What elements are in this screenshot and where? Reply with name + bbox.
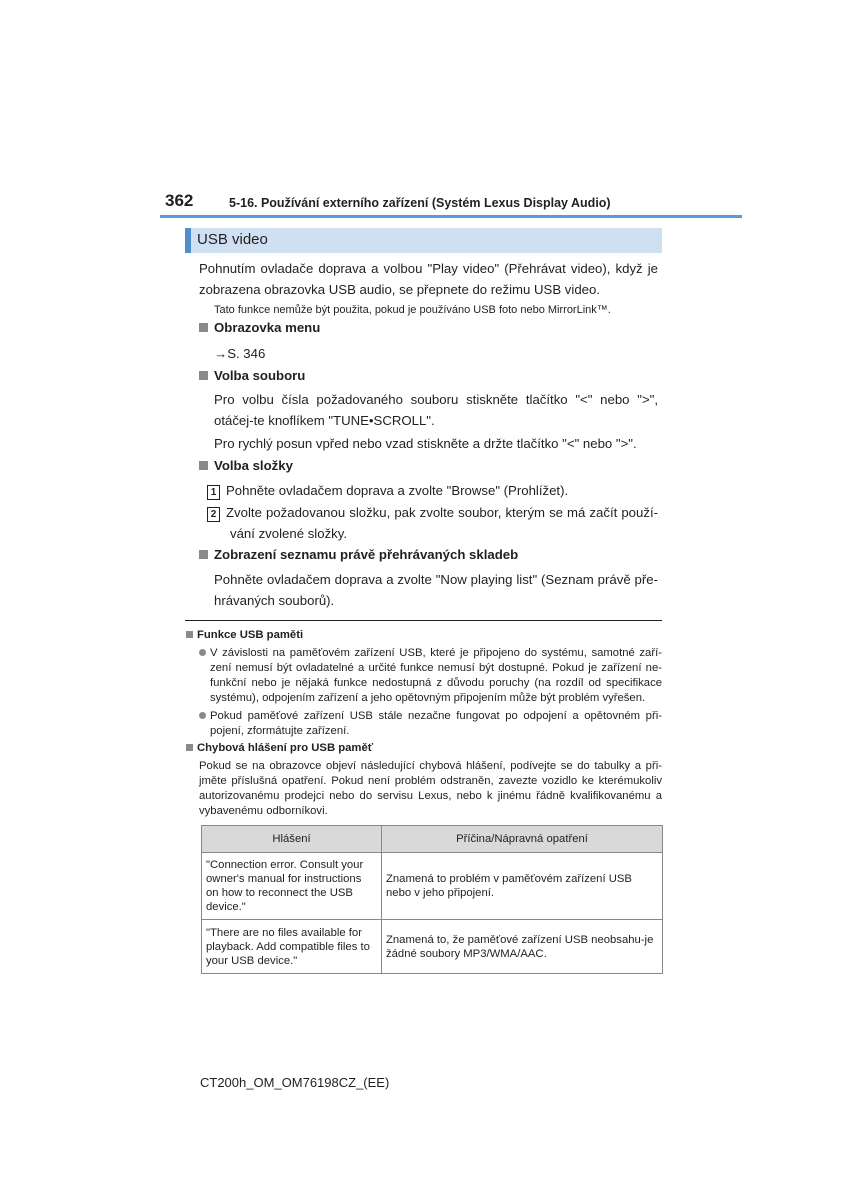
intro-text: Pohnutím ovladače doprava a volbou "Play video" (Přehrávat video), když je zobrazena obrazovka USB audio, se přepnete do režimu USB video.	[199, 261, 658, 297]
step-text: Pohněte ovladačem doprava a zvolte "Browse" (Prohlížet).	[226, 483, 569, 498]
step-text: Zvolte požadovanou složku, pak zvolte soubor, kterým se má začít použí-vání zvolené složky.	[226, 505, 658, 541]
remedy-cell: Znamená to problém v paměťovém zařízení USB nebo v jeho připojení.	[382, 853, 663, 920]
message-cell: "There are no files available for playback. Add compatible files to your USB device."	[202, 920, 382, 974]
file-text-1: Pro volbu čísla požadovaného souboru stiskněte tlačítko "<" nebo ">", otáčej-te knoflíkem "TUNE•SCROLL".	[214, 392, 658, 428]
step-number: 2	[207, 507, 220, 522]
page-number: 362	[165, 191, 194, 210]
errors-text: Pokud se na obrazovce objeví následující chybová hlášení, podívejte se do tabulky a při-jměte příslušná opatření. Pokud není problém odstraněn, zavezte vozidlo ke kterémukoliv autorizovanému prodejci nebo do servisu Lexus, nebo k jinému řádně kvalifikovanému a vybavenému odborníkovi.	[199, 760, 662, 817]
dot-bullet-icon	[199, 712, 206, 719]
column-header: Příčina/Nápravná opatření	[382, 826, 663, 853]
square-bullet-icon	[199, 461, 208, 470]
square-bullet-icon	[199, 323, 208, 332]
table-row	[202, 920, 663, 974]
heading-text: Chybová hlášení pro USB paměť	[197, 742, 374, 754]
divider	[185, 620, 662, 621]
remedy-cell: Znamená to, že paměťové zařízení USB neobsahu-je žádné soubory MP3/WMA/AAC.	[382, 920, 663, 974]
step-1	[207, 480, 658, 501]
heading-text: Volba složky	[214, 458, 293, 473]
step-2	[207, 502, 658, 544]
menu-heading	[199, 320, 320, 335]
footer-code: CT200h_OM_OM76198CZ_(EE)	[200, 1075, 390, 1090]
error-messages-table	[201, 825, 663, 974]
square-bullet-icon	[186, 744, 193, 751]
square-bullet-icon	[186, 631, 193, 638]
column-header: Hlášení	[202, 826, 382, 853]
file-text-2: Pro rychlý posun vpřed nebo vzad stiskněte a držte tlačítko "<" nebo ">".	[214, 436, 637, 451]
heading-text: Funkce USB paměti	[197, 629, 304, 641]
usb-memory-heading	[186, 629, 303, 641]
step-number: 1	[207, 485, 220, 500]
usb-memory-bullet-1	[199, 646, 662, 706]
table-header-row	[202, 826, 663, 853]
file-heading	[199, 368, 305, 383]
usb-memory-bullet-2	[199, 709, 662, 739]
bullet-text: Pokud paměťové zařízení USB stále nezačne fungovat po odpojení a opětovném při-pojení, zformátujte zařízení.	[210, 710, 662, 737]
dot-bullet-icon	[199, 649, 206, 656]
folder-heading	[199, 458, 293, 473]
header-rule	[160, 215, 742, 218]
square-bullet-icon	[199, 371, 208, 380]
table-row	[202, 853, 663, 920]
bullet-text: V závislosti na paměťovém zařízení USB, které je připojeno do systému, samotné zaří-zení nemusí být ovladatelné a určité funkce nemusí být dostupné. Pokud je zařízení ne-funkční nebo je nějaká funkce nedostupná z důvodu poruchy (na rozdíl od specifikace systému), odpojením zařízení a jeho opětovným připojením může být problém vyřešen.	[210, 647, 662, 704]
message-cell: "Connection error. Consult your owner's manual for instructions on how to reconnect the USB device."	[202, 853, 382, 920]
page-reference-link[interactable]: →S. 346	[214, 346, 266, 361]
heading-text: Volba souboru	[214, 368, 306, 383]
section-title: USB video	[197, 231, 268, 248]
heading-text: Zobrazení seznamu právě přehrávaných skladeb	[214, 547, 519, 562]
chapter-title: 5-16. Používání externího zařízení (Systém Lexus Display Audio)	[229, 196, 611, 210]
playing-heading	[199, 547, 518, 562]
intro-note: Tato funkce nemůže být použita, pokud je používáno USB foto nebo MirrorLink™.	[214, 304, 611, 316]
playing-text: Pohněte ovladačem doprava a zvolte "Now playing list" (Seznam právě pře-hrávaných souborů).	[214, 572, 658, 608]
square-bullet-icon	[199, 550, 208, 559]
section-header	[185, 228, 662, 253]
errors-heading	[186, 742, 373, 754]
heading-text: Obrazovka menu	[214, 320, 321, 335]
